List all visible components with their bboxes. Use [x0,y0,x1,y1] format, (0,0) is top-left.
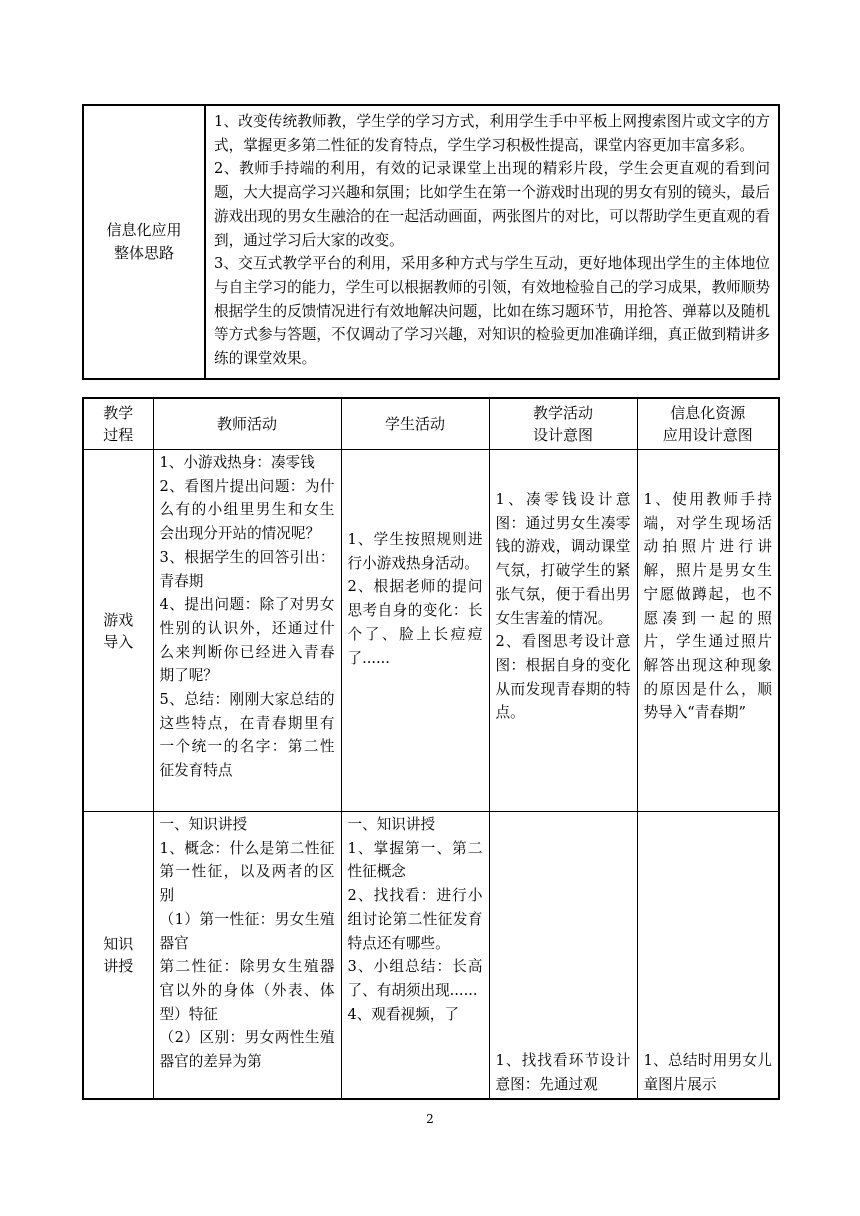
teacher-item: 4、提出问题：除了对男女性别的认识外，还通过什么来判断你已经进入青春期了呢？ [159,596,335,685]
stage-line2: 导入 [103,632,134,651]
approach-paragraph-3: 3、交互式教学平台的利用，采用多种方式与学生互动，更好地体现出学生的主体地位与自主学习的能力，学生可以根据教师的引领，有效地检验自己的学习成果，教师顺势根据学生的反馈情况进行有效地解决问题，比如在练习题环节，用抢答、弹幕以及随机等方式参与答题，不仅调动了学习兴趣，对知识的检验更加准确详细，真正做到精讲多练的课堂效果。 [214,255,770,368]
teacher-item: 3、根据学生的回答引出：青春期 [159,548,335,590]
teacher-item: 第二性征：除男女生殖器官以外的身体（外表、体型）特征 [159,958,335,1023]
info-intent-cell [637,812,779,1099]
table-header-row [83,398,779,450]
lesson-process-table [82,397,780,1100]
overall-approach-label [83,105,205,379]
teacher-item: （2）区别：男女两性生殖器官的差异为第 [159,1029,335,1071]
student-item: 一、知识讲授 [347,816,436,833]
header-info [637,398,779,450]
student-item: 4、观看视频，了 [347,1005,459,1023]
stage-line2: 讲授 [103,956,134,975]
teacher-item: 一、知识讲授 [159,816,248,833]
header-info-line2: 应用设计意图 [662,426,753,444]
approach-paragraph-1: 1、改变传统教师教，学生学的学习方式，利用学生手中平板上网搜索图片或文字的方式，掌握更多第二性征的发育特点，学生学习积极性提高，课堂内容更加丰富多彩。 [214,113,770,154]
teacher-activity-cell [153,450,341,812]
approach-paragraph-2: 2、教师手持端的利用，有效的记录课堂上出现的精彩片段，学生会更直观的看到问题，大大提高学习兴趣和氛围；比如学生在第一个游戏时出现的男女有别的镜头，最后游戏出现的男女生融洽的在一起活动画面，两张图片的对比，可以帮助学生更直观的看到，通过学习后大家的改变。 [214,160,770,249]
student-item: 1、学生按照规则进行小游戏热身活动。 [347,531,483,572]
table-row [83,812,779,1099]
student-item: 3、小组总结：长高了、有胡须出现...... [347,958,483,999]
header-design-line1: 教学活动 [532,404,593,422]
design-intent-cell [489,812,637,1099]
info-item: 1、使用教师手持端，对学生现场活动拍照片进行讲解，照片是男女生宁愿做蹲起，也不愿凑到一起的照片，学生通过照片解答出现这种现象的原因是什么，顺势导入“青春期” [643,491,772,722]
label-line-2: 整体思路 [113,244,174,262]
header-stage-line2: 过程 [103,426,134,444]
stage-line1: 知识 [103,934,134,953]
header-student: 学生活动 [341,398,489,450]
teacher-item: 1、小游戏热身：凑零钱 [159,454,315,471]
header-teacher: 教师活动 [153,398,341,450]
header-stage [83,398,153,450]
table-row [83,450,779,812]
overall-approach-table [82,104,780,380]
header-design [489,398,637,450]
teacher-item: 5、总结：刚刚大家总结的这些特点，在青春期里有一个统一的名字：第二性征发育特点 [159,691,335,780]
design-item: 1、凑零钱设计意图：通过男女生凑零钱的游戏，调动课堂气氛，打破学生的紧张气氛，便于看出男女生害羞的情况。 [495,491,631,627]
design-item: 1、找找看环节设计意图：先通过观 [495,1052,631,1093]
stage-cell [83,812,153,1099]
header-stage-line1: 教学 [103,404,134,422]
student-item: 1、掌握第一、第二性征概念 [347,839,483,881]
page-number: 2 [426,1112,434,1126]
student-item: 2、根据老师的提问思考自身的变化：长个了、脸上长痘痘了...... [347,578,483,667]
header-design-line2: 设计意图 [532,426,593,444]
teacher-item: （1）第一性征：男女生殖器官 [159,910,335,952]
stage-cell [83,450,153,812]
info-item: 1、总结时用男女儿童图片展示 [643,1052,772,1093]
student-activity-cell [341,812,489,1099]
stage-line1: 游戏 [103,610,134,629]
header-info-line1: 信息化资源 [670,404,746,422]
teacher-item: 1、概念：什么是第二性征 第一性征，以及两者的区别 [159,839,335,905]
teacher-activity-cell [153,812,341,1099]
student-item: 2、找找看：进行小组讨论第二性征发育特点还有哪些。 [347,887,483,952]
info-intent-cell [637,450,779,812]
design-intent-cell [489,450,637,812]
teacher-item: 2、看图片提出问题：为什么有的小组里男生和女生会出现分开站的情况呢？ [159,477,335,543]
overall-approach-content [205,105,779,379]
student-activity-cell [341,450,489,812]
label-line-1: 信息化应用 [106,221,182,239]
design-item: 2、看图思考设计意图：根据自身的变化从而发现青春期的特点。 [495,633,631,722]
